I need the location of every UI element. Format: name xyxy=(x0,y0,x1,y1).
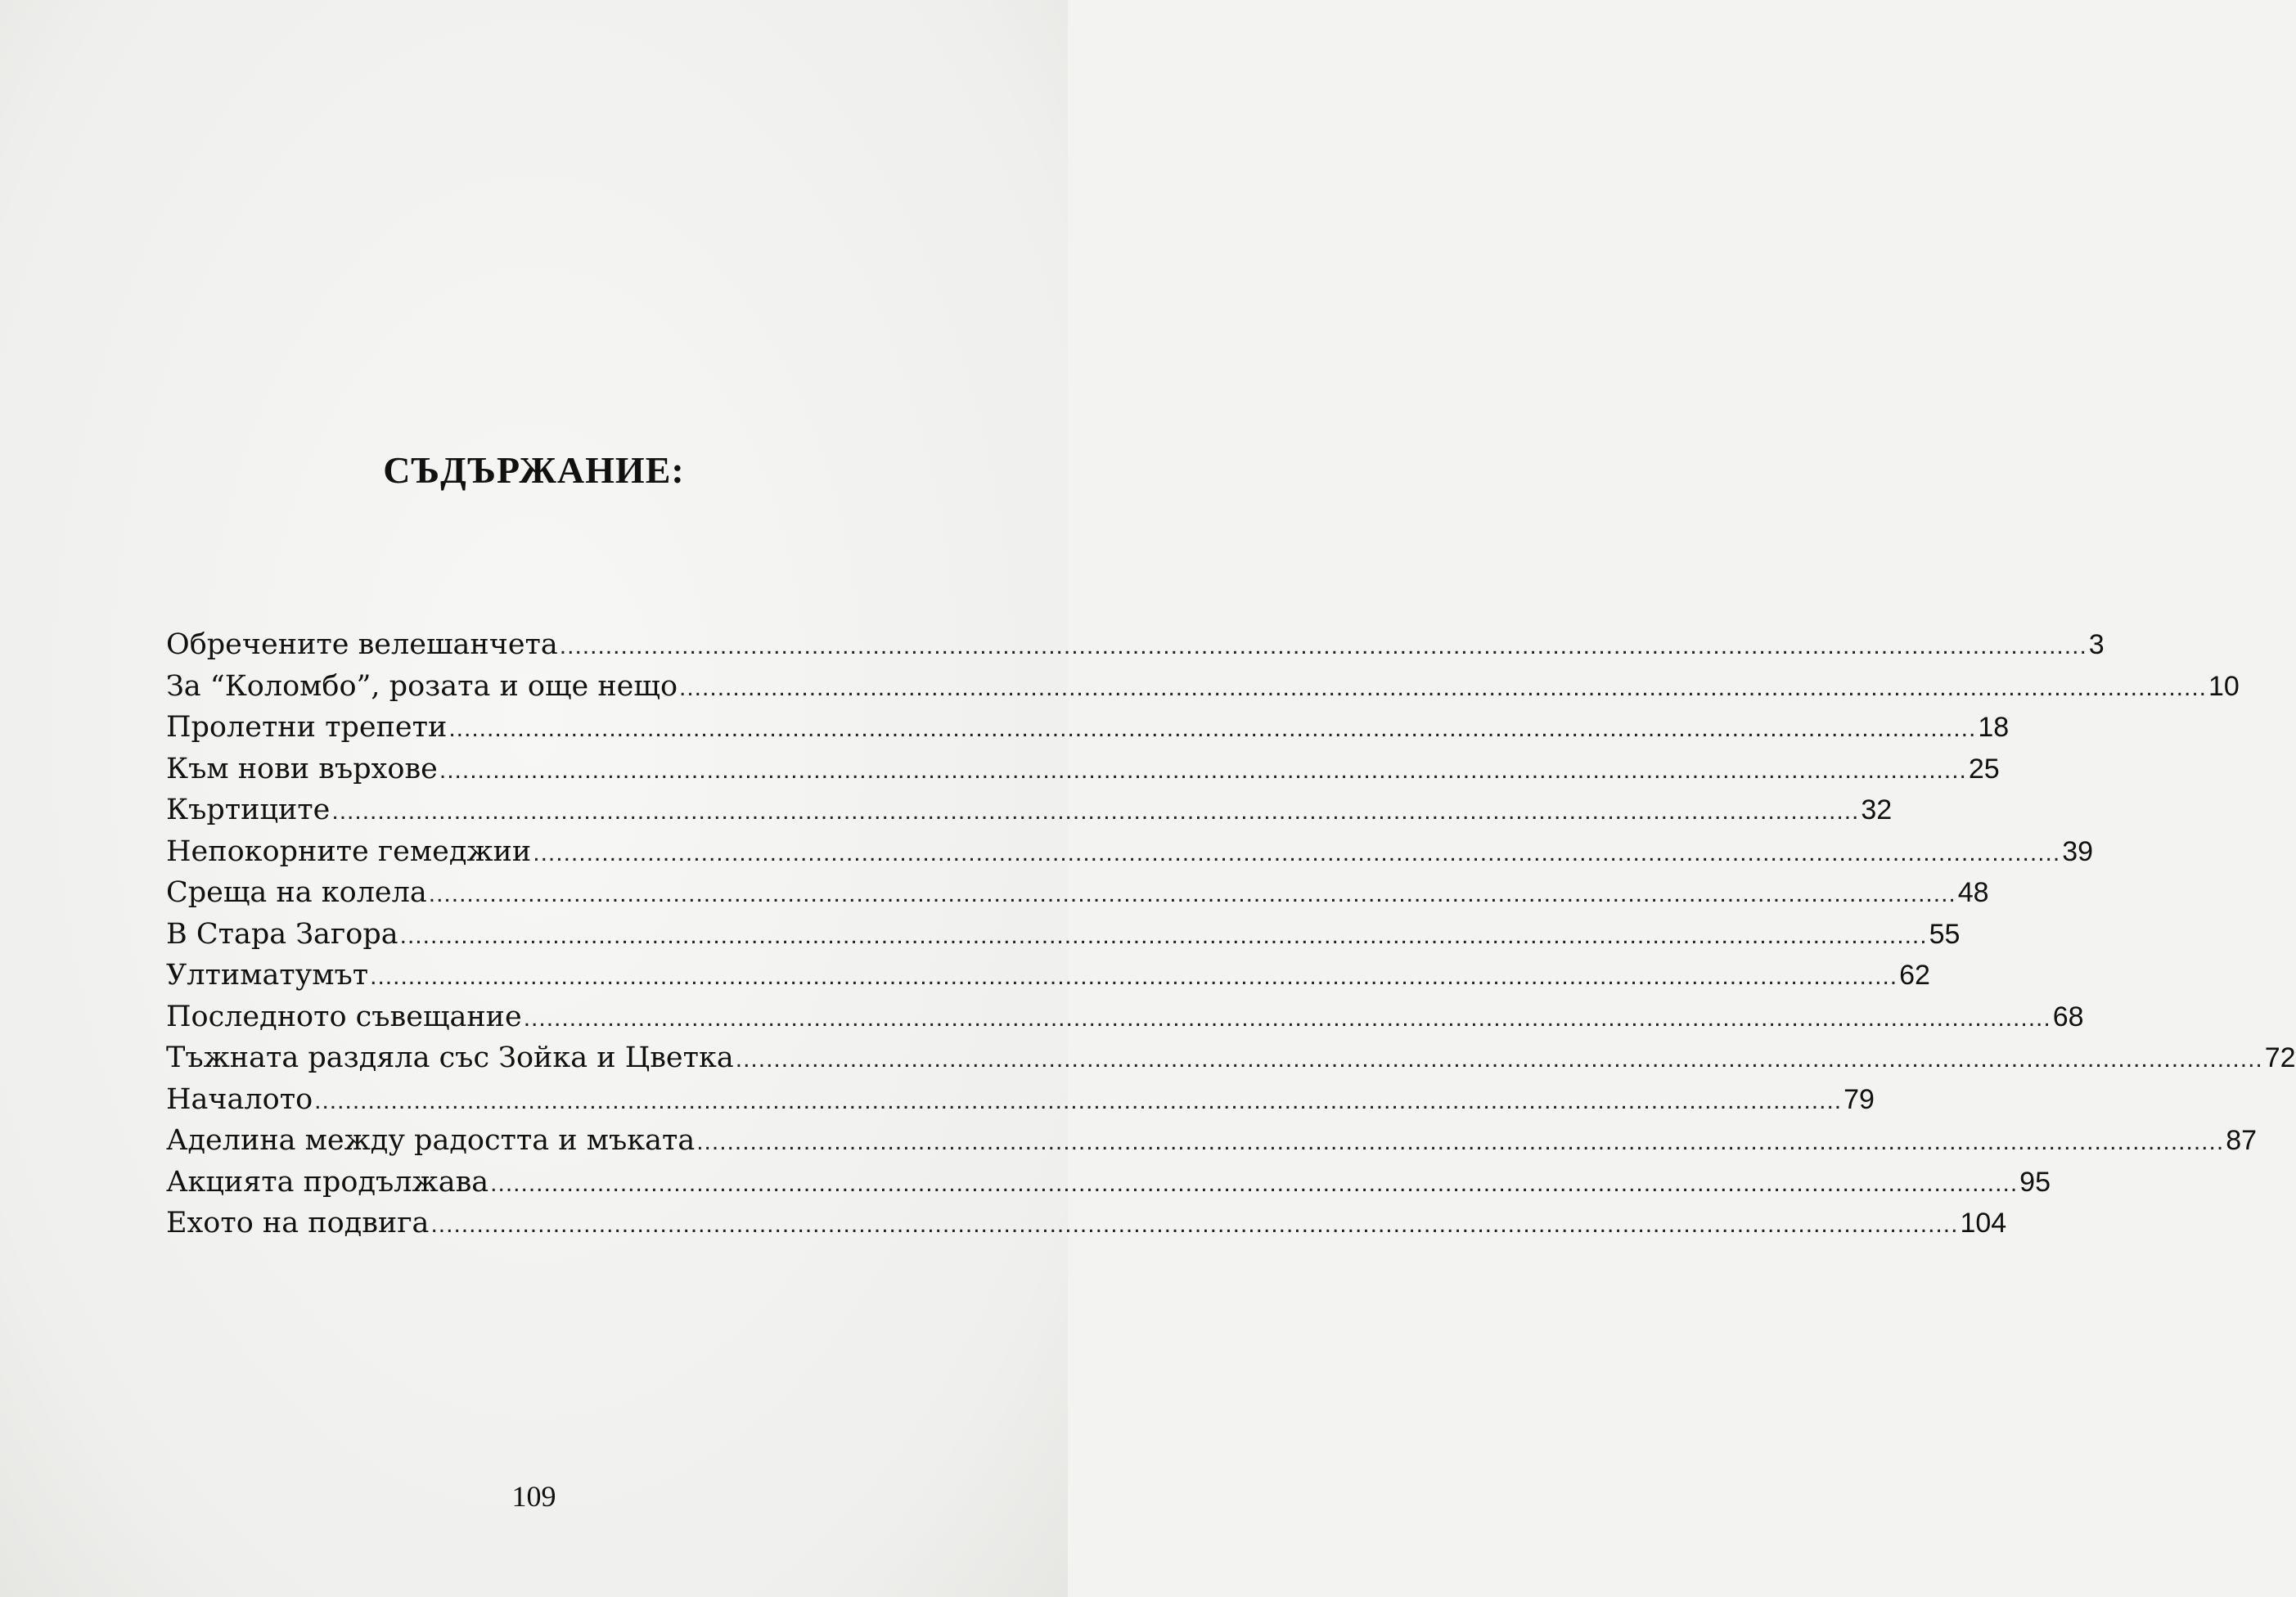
dot-leader: ........................................................................................................................................................................................................ xyxy=(399,921,1928,949)
dot-leader: ........................................................................................................................................................................................................ xyxy=(533,839,2061,866)
table-of-contents xyxy=(166,624,2296,1244)
dot-leader: ........................................................................................................................................................................................................ xyxy=(696,1128,2225,1155)
toc-entry xyxy=(166,1203,2007,1244)
toc-entry-title: Аделина между радостта и мъката xyxy=(166,1124,696,1157)
toc-entry xyxy=(166,831,2094,873)
toc-entry-title: Началото xyxy=(166,1082,313,1116)
toc-entry xyxy=(166,1120,2258,1162)
toc-entry xyxy=(166,707,2010,749)
dot-leader: ........................................................................................................................................................................................................ xyxy=(679,673,2208,701)
toc-entry-title: Ултиматумът xyxy=(166,959,369,992)
toc-entry-page: 39 xyxy=(2062,835,2094,867)
toc-entry-page: 32 xyxy=(1861,794,1893,825)
toc-entry xyxy=(166,790,1893,831)
dot-leader: ........................................................................................................................................................................................................ xyxy=(331,798,1860,825)
toc-entry-page: 79 xyxy=(1844,1083,1875,1115)
toc-entry xyxy=(166,872,1989,914)
toc-entry-title: Непокорните гемеджии xyxy=(166,834,532,868)
dot-leader: ........................................................................................................................................................................................................ xyxy=(448,715,1977,742)
toc-entry-page: 95 xyxy=(2019,1166,2051,1198)
toc-entry xyxy=(166,624,2105,666)
dot-leader: ........................................................................................................................................................................................................ xyxy=(370,963,1898,990)
toc-entry-title: Последното съвещание xyxy=(166,1000,522,1033)
toc-entry-page: 3 xyxy=(2088,629,2105,660)
dot-leader: ........................................................................................................................................................................................................ xyxy=(430,1211,1959,1238)
dot-leader: ........................................................................................................................................................................................................ xyxy=(735,1046,2263,1073)
toc-entry xyxy=(166,955,1930,996)
toc-entry xyxy=(166,996,2084,1038)
toc-entry-title: В Стара Загора xyxy=(166,917,398,951)
page-number: 109 xyxy=(511,1480,556,1513)
toc-entry-title: Тъжната раздяла със Зойка и Цветка xyxy=(166,1041,734,1074)
toc-entry-title: За “Коломбо”, розата и още нещо xyxy=(166,669,678,703)
toc-entry-title: Ехото на подвига xyxy=(166,1207,430,1239)
toc-entry-page: 10 xyxy=(2208,670,2240,702)
toc-entry xyxy=(166,666,2240,708)
toc-entry-page: 62 xyxy=(1899,960,1930,991)
toc-entry xyxy=(166,749,2000,790)
dot-leader: ........................................................................................................................................................................................................ xyxy=(314,1086,1843,1114)
toc-entry xyxy=(166,914,1961,956)
toc-entry xyxy=(166,1162,2051,1203)
toc-entry-page: 48 xyxy=(1957,877,1989,908)
toc-entry-page: 25 xyxy=(1968,753,2000,785)
toc-entry-title: Обречените велешанчета xyxy=(166,628,558,661)
page-title: СЪДЪРЖАНИЕ: xyxy=(383,449,685,491)
toc-entry xyxy=(166,1079,1875,1121)
toc-entry-title: Акцията продължава xyxy=(166,1165,489,1199)
toc-entry-title: Към нови върхове xyxy=(166,752,438,785)
dot-leader: ........................................................................................................................................................................................................ xyxy=(439,756,1967,784)
toc-entry-title: Къртиците xyxy=(166,794,331,826)
toc-entry-title: Среща на колела xyxy=(166,876,427,909)
toc-entry-page: 68 xyxy=(2052,1001,2084,1032)
dot-leader: ........................................................................................................................................................................................................ xyxy=(428,880,1956,907)
dot-leader: ........................................................................................................................................................................................................ xyxy=(559,632,2087,659)
toc-entry-page: 72 xyxy=(2264,1042,2296,1073)
dot-leader: ........................................................................................................................................................................................................ xyxy=(523,1004,2051,1032)
toc-entry-title: Пролетни трепети xyxy=(166,711,448,744)
toc-entry-page: 55 xyxy=(1929,918,1961,950)
toc-entry xyxy=(166,1037,2296,1079)
dot-leader: ........................................................................................................................................................................................................ xyxy=(490,1169,2019,1197)
toc-entry-page: 18 xyxy=(1978,712,2010,743)
toc-entry-page: 87 xyxy=(2226,1125,2258,1156)
toc-entry-page: 104 xyxy=(1960,1208,2007,1239)
